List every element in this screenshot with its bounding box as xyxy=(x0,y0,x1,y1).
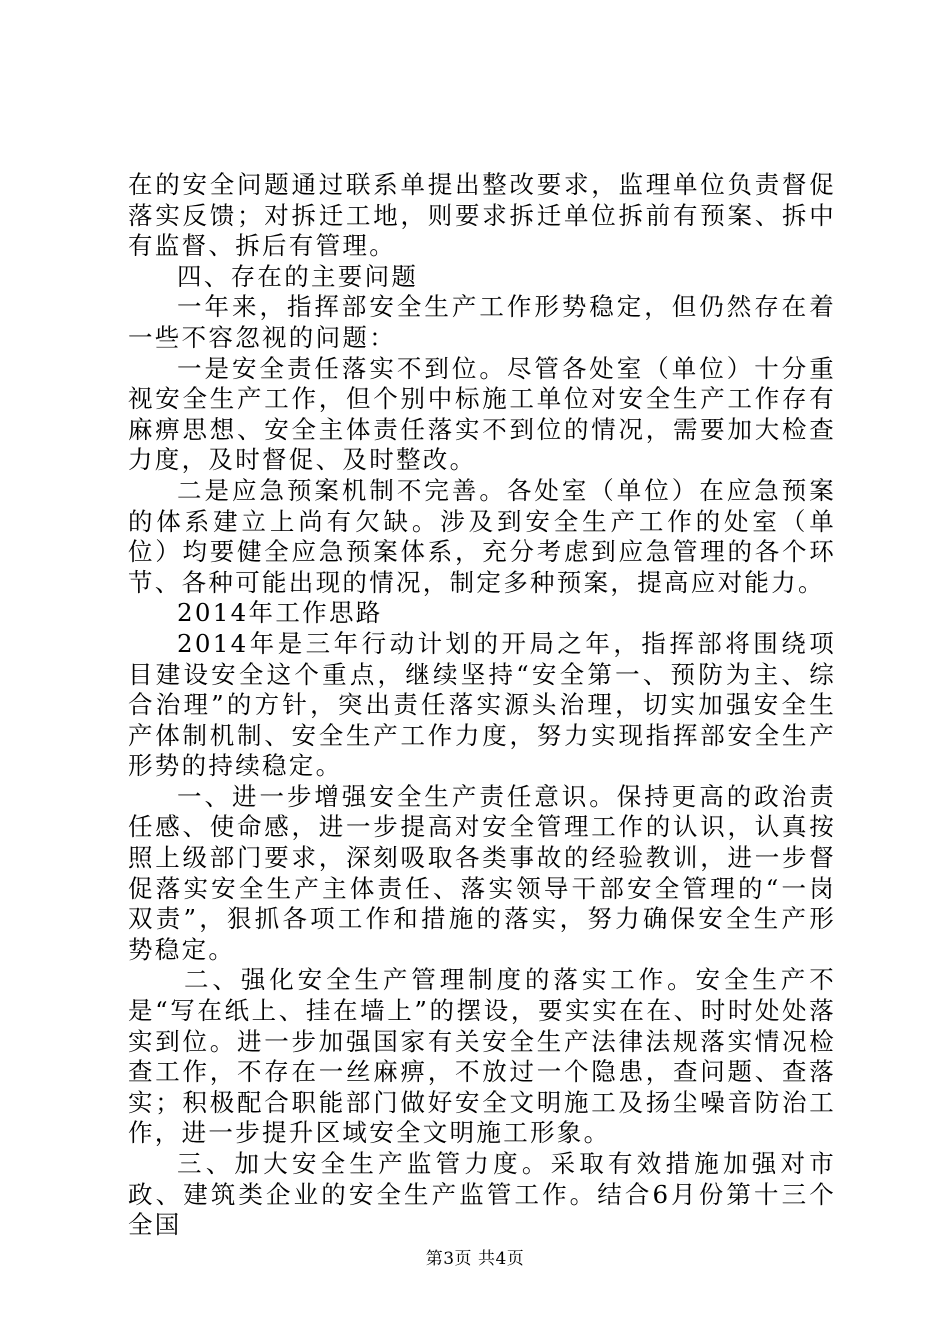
paragraph-plan-one: 一、进一步增强安全生产责任意识。保持更高的政治责任感、使命感，进一步提高对安全管理工作的认识，认真按照上级部门要求，深刻吸取各类事故的经验教训，进一步督促落实安全生产主体责任、落实领导干部安全管理的“一岗双责”，狠抓各项工作和措施的落实，努力确保安全生产形势稳定。 xyxy=(128,781,836,964)
paragraph-problem-one: 一是安全责任落实不到位。尽管各处室（单位）十分重视安全生产工作，但个别中标施工单位对安全生产工作存有麻痹思想、安全主体责任落实不到位的情况，需要加大检查力度，及时督促、及时整改。 xyxy=(128,353,836,475)
document-body xyxy=(128,170,836,1241)
paragraph-plan-three: 三、加大安全生产监管力度。采取有效措施加强对市政、建筑类企业的安全生产监管工作。结合6月份第十三个全国 xyxy=(128,1149,836,1240)
section-heading-2014-plan: 2014年工作思路 xyxy=(177,598,383,628)
section-heading-problems: 四、存在的主要问题 xyxy=(177,261,419,291)
paragraph-plan-two: 二、强化安全生产管理制度的落实工作。安全生产不是“写在纸上、挂在墙上”的摆设，要实实在在、时时处处落实到位。进一步加强国家有关安全生产法律法规落实情况检查工作，不存在一丝麻痹，不放过一个隐患，查问题、查落实；积极配合职能部门做好安全文明施工及扬尘噪音防治工作，进一步提升区域安全文明施工形象。 xyxy=(128,965,836,1148)
page-number-footer: 第3页 共4页 xyxy=(425,1249,525,1269)
paragraph-problem-two: 二是应急预案机制不完善。各处室（单位）在应急预案的体系建立上尚有欠缺。涉及到安全生产工作的处室（单位）均要健全应急预案体系，充分考虑到应急管理的各个环节、各种可能出现的情况，制定多种预案，提高应对能力。 xyxy=(128,475,836,597)
paragraph-continuation: 在的安全问题通过联系单提出整改要求，监理单位负责督促落实反馈；对拆迁工地，则要求拆迁单位拆前有预案、拆中有监督、拆后有管理。 xyxy=(128,170,836,261)
paragraph-2014-overview: 2014年是三年行动计划的开局之年，指挥部将围绕项目建设安全这个重点，继续坚持“安全第一、预防为主、综合治理”的方针，突出责任落实源头治理，切实加强安全生产体制机制、安全生产工作力度，努力实现指挥部安全生产形势的持续稳定。 xyxy=(128,628,836,781)
paragraph-intro-problems: 一年来，指挥部安全生产工作形势稳定，但仍然存在着一些不容忽视的问题： xyxy=(128,292,836,352)
